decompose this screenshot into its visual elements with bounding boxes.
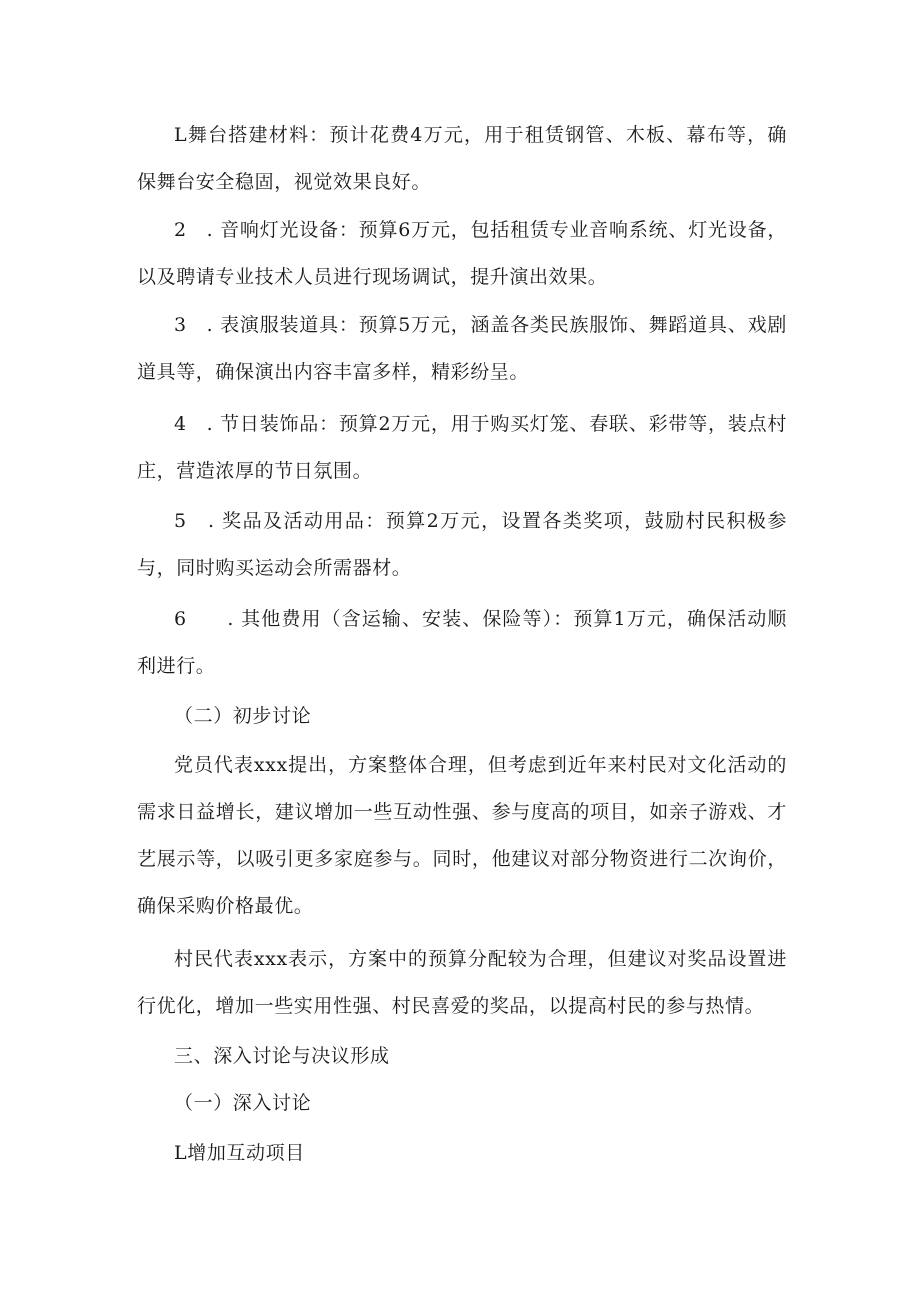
item-costumes-props: 3 . 表演服装道具：预算5万元，涵盖各类民族服饰、舞蹈道具、戏剧道具等，确保演出内容丰富多样，精彩纷呈。: [137, 314, 787, 383]
section-heading-resolution: 三、深入讨论与决议形成: [174, 1045, 390, 1067]
item-stage-materials: L舞台搭建材料：预计花费4万元，用于租赁钢管、木板、幕布等，确保舞台安全稳固，视觉效果良好。: [137, 124, 787, 193]
item-prizes-supplies: 5 . 奖品及活动用品：预算2万元，设置各类奖项，鼓励村民积极参与，同时购买运动会所需器材。: [137, 510, 787, 579]
subheading-in-depth-discussion: （一）深入讨论: [174, 1092, 312, 1114]
subheading-preliminary-discussion: （二）初步讨论: [174, 705, 312, 727]
item-audio-lighting: 2 . 音响灯光设备：预算6万元，包括租赁专业音响系统、灯光设备，以及聘请专业技术人员进行现场调试，提升演出效果。: [137, 219, 787, 288]
party-rep-opinion: 党员代表xxx提出，方案整体合理，但考虑到近年来村民对文化活动的需求日益增长，建议增加一些互动性强、参与度高的项目，如亲子游戏、才艺展示等，以吸引更多家庭参与。同时，他建议对部分物资进行二次询价，确保采购价格最优。: [137, 754, 787, 917]
item-add-interactive-projects: L增加互动项目: [174, 1142, 305, 1164]
item-decorations: 4 . 节日装饰品：预算2万元，用于购买灯笼、春联、彩带等，装点村庄，营造浓厚的节日氛围。: [137, 413, 787, 482]
villager-rep-opinion: 村民代表xxx表示，方案中的预算分配较为合理，但建议对奖品设置进行优化，增加一些实用性强、村民喜爱的奖品，以提高村民的参与热情。: [137, 948, 787, 1017]
item-other-costs: 6 . 其他费用（含运输、安装、保险等）：预算1万元，确保活动顺利进行。: [137, 608, 787, 677]
